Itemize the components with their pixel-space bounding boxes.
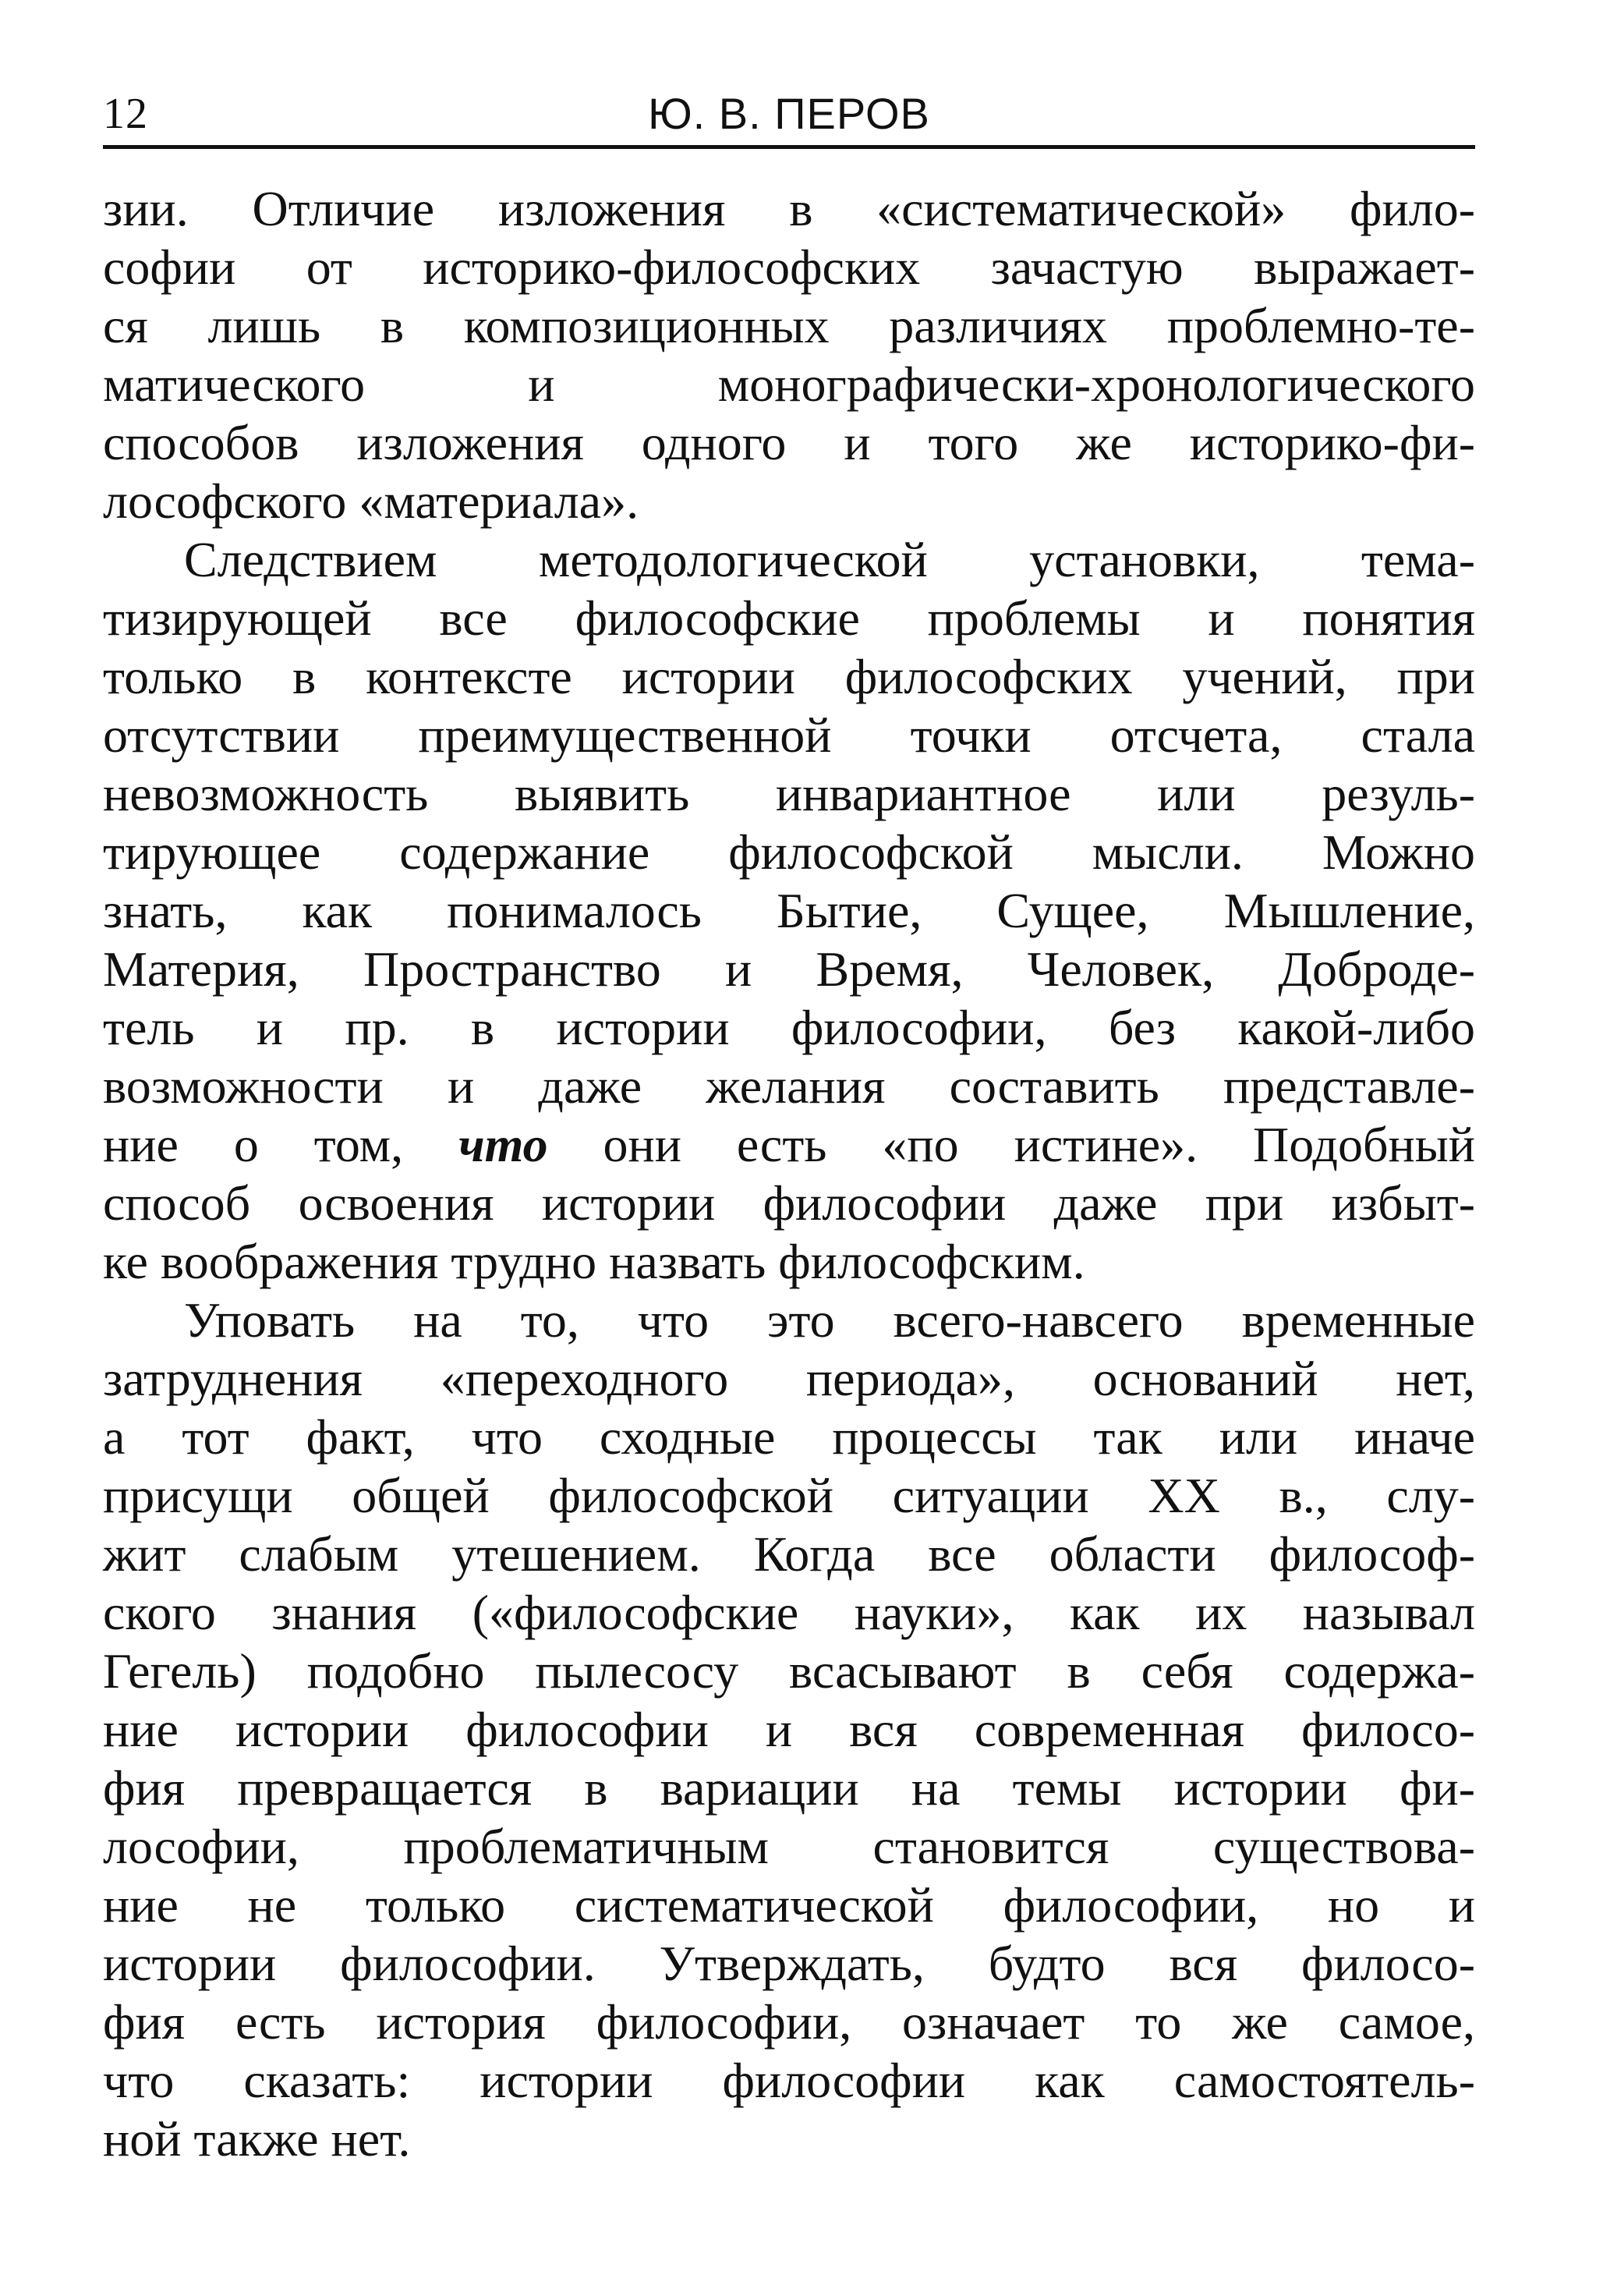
running-title: Ю. В. ПЕРОВ — [648, 89, 930, 138]
page-number: 12 — [103, 90, 148, 138]
text-segment: они есть «по истине». Подобный — [547, 1117, 1476, 1172]
emphasized-word: что — [458, 1117, 548, 1172]
text-line: ние не только систематической философии, но и — [103, 1877, 1475, 1933]
text-line: способ освоения истории философии даже при избыт- — [103, 1175, 1475, 1231]
text-line: лософии, проблематичным становится существова- — [103, 1819, 1475, 1874]
text-line: отсутствии преимущественной точки отсчета, стала — [103, 707, 1475, 763]
text-line: Гегель) подобно пылесосу всасывают в себя содержа- — [103, 1643, 1475, 1699]
text-line: что сказать: истории философии как самостоятель- — [103, 2053, 1475, 2108]
text-line-with-emphasis — [103, 1115, 1475, 1174]
text-line: ского знания («философские науки», как их называл — [103, 1585, 1475, 1640]
text-line: способов изложения одного и того же историко-фи- — [103, 415, 1475, 470]
text-line: лософского «материала». — [103, 473, 639, 529]
text-line: ся лишь в композиционных различиях проблемно-те- — [103, 298, 1475, 353]
text-line: софии от историко-философских зачастую выражает- — [103, 239, 1475, 295]
text-line: Уповать на то, что это всего-навсего временные — [184, 1292, 1475, 1348]
text-line: ке воображения трудно назвать философским. — [103, 1234, 1085, 1289]
paragraph-3 — [103, 1291, 1475, 2168]
text-line: присущи общей философской ситуации XX в., слу- — [103, 1468, 1475, 1523]
text-line: тирующее содержание философской мысли. Можно — [103, 824, 1475, 880]
text-line: возможности и даже желания составить представле- — [103, 1058, 1475, 1114]
text-line: тизирующей все философские проблемы и понятия — [103, 590, 1475, 646]
text-line: невозможность выявить инвариантное или резуль- — [103, 766, 1475, 821]
text-line: фия превращается в вариации на темы истории фи- — [103, 1760, 1475, 1816]
text-line: Материя, Пространство и Время, Человек, Доброде- — [103, 941, 1475, 997]
text-line: Следствием методологической установки, тема- — [184, 532, 1475, 587]
paragraph-1 — [103, 179, 1475, 530]
text-line: а тот факт, что сходные процессы так или иначе — [103, 1409, 1475, 1465]
text-segment: ние о том, — [103, 1117, 459, 1172]
text-line: тель и пр. в истории философии, без какой-либо — [103, 1000, 1475, 1055]
text-line: зии. Отличие изложения в «систематической» фило- — [103, 181, 1475, 236]
header-rule — [103, 145, 1475, 149]
text-line: знать, как понималось Бытие, Сущее, Мышление, — [103, 883, 1475, 938]
text-line: жит слабым утешением. Когда все области философ- — [103, 1526, 1475, 1582]
paragraph-2 — [103, 530, 1475, 1291]
text-line: ной также нет. — [103, 2111, 411, 2167]
text-line: ние истории философии и вся современная филосо- — [103, 1702, 1475, 1757]
running-head — [103, 83, 1475, 145]
body-text — [103, 179, 1475, 2168]
text-line: фия есть история философии, означает то же самое, — [103, 1994, 1475, 2050]
text-line: истории философии. Утверждать, будто вся филосо- — [103, 1936, 1475, 1991]
text-line: затруднения «переходного периода», оснований нет, — [103, 1351, 1475, 1406]
text-line: только в контексте истории философских учений, при — [103, 649, 1475, 704]
text-line: матического и монографически-хронологического — [103, 356, 1475, 412]
